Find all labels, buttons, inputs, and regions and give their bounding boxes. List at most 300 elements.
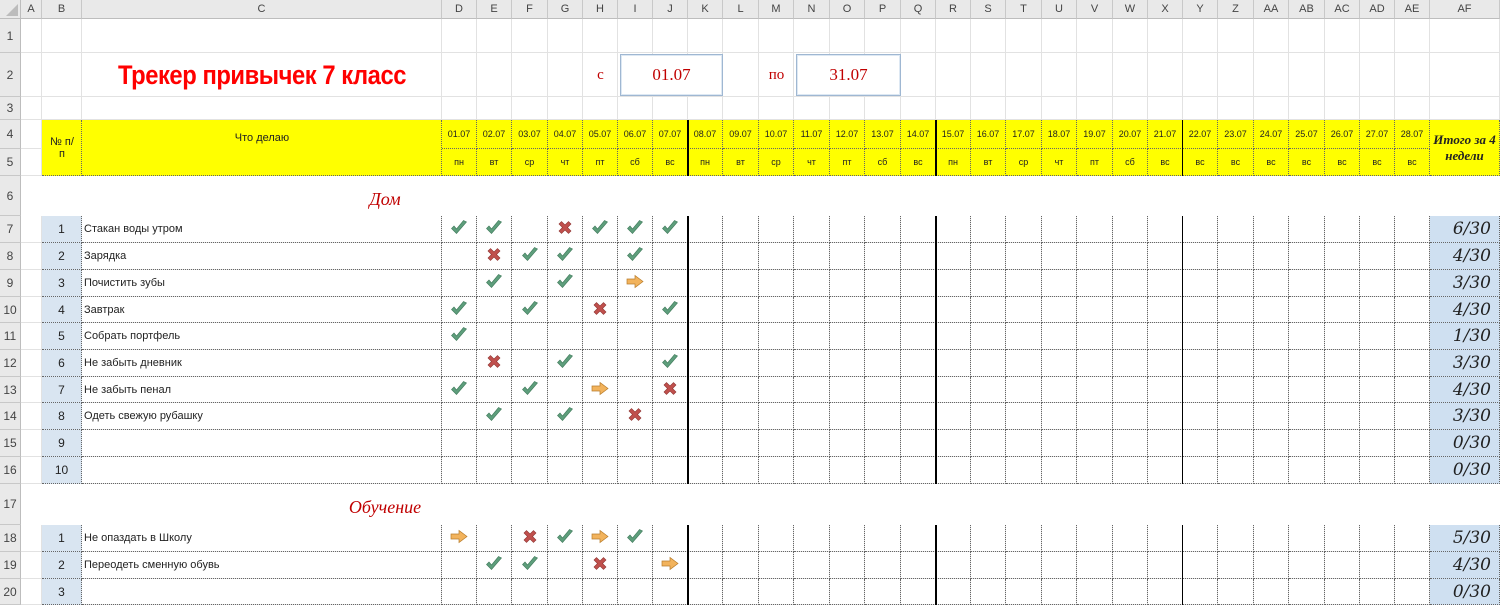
day-cell[interactable]	[723, 525, 759, 552]
column-header[interactable]: AB	[1289, 0, 1325, 19]
day-cell[interactable]	[1360, 403, 1395, 430]
day-cell[interactable]	[442, 403, 477, 430]
day-cell[interactable]	[1113, 525, 1148, 552]
column-header[interactable]: X	[1148, 0, 1183, 19]
day-cell[interactable]	[1325, 403, 1360, 430]
day-cell[interactable]	[1254, 350, 1289, 377]
column-header[interactable]: P	[865, 0, 901, 19]
day-cell[interactable]	[1077, 350, 1113, 377]
day-cell[interactable]	[1395, 525, 1430, 552]
day-cell[interactable]	[830, 457, 865, 484]
day-cell[interactable]	[865, 552, 901, 579]
day-cell[interactable]	[512, 243, 548, 270]
day-cell[interactable]	[794, 216, 830, 243]
day-cell[interactable]	[865, 377, 901, 403]
grid-cell[interactable]	[21, 53, 42, 97]
day-cell[interactable]	[442, 552, 477, 579]
day-cell[interactable]	[548, 403, 583, 430]
grid-cell[interactable]	[971, 97, 1006, 120]
column-header[interactable]: U	[1042, 0, 1077, 19]
grid-cell[interactable]	[1218, 97, 1254, 120]
day-cell[interactable]	[1148, 323, 1183, 350]
day-cell[interactable]	[1289, 552, 1325, 579]
grid-cell[interactable]	[512, 53, 548, 97]
weekday-header[interactable]: вс	[901, 149, 936, 176]
day-cell[interactable]	[1183, 403, 1218, 430]
day-cell[interactable]	[830, 579, 865, 605]
grid-cell[interactable]	[1395, 97, 1430, 120]
day-cell[interactable]	[1289, 350, 1325, 377]
day-cell[interactable]	[1183, 579, 1218, 605]
day-cell[interactable]	[1148, 270, 1183, 297]
day-cell[interactable]	[618, 350, 653, 377]
day-cell[interactable]	[1360, 525, 1395, 552]
grid-cell[interactable]	[1360, 19, 1395, 53]
column-header[interactable]: AD	[1360, 0, 1395, 19]
day-cell[interactable]	[1077, 270, 1113, 297]
column-header[interactable]: J	[653, 0, 688, 19]
date-header[interactable]: 10.07	[759, 120, 794, 149]
day-cell[interactable]	[1183, 216, 1218, 243]
day-cell[interactable]	[688, 350, 723, 377]
day-cell[interactable]	[618, 457, 653, 484]
day-cell[interactable]	[1113, 350, 1148, 377]
grid-cell[interactable]	[512, 97, 548, 120]
day-cell[interactable]	[1113, 403, 1148, 430]
day-cell[interactable]	[794, 350, 830, 377]
row-header[interactable]: 7	[0, 216, 21, 243]
day-cell[interactable]	[618, 270, 653, 297]
row-header[interactable]: 17	[0, 484, 21, 525]
day-cell[interactable]	[1006, 552, 1042, 579]
day-cell[interactable]	[583, 552, 618, 579]
grid-cell[interactable]	[1113, 19, 1148, 53]
day-cell[interactable]	[723, 430, 759, 457]
grid-cell[interactable]	[21, 377, 42, 403]
day-cell[interactable]	[477, 270, 512, 297]
date-header[interactable]: 02.07	[477, 120, 512, 149]
grid-cell[interactable]	[936, 19, 971, 53]
grid-cell[interactable]	[21, 350, 42, 377]
day-cell[interactable]	[1077, 457, 1113, 484]
grid-cell[interactable]	[21, 19, 42, 53]
day-cell[interactable]	[971, 579, 1006, 605]
grid-cell[interactable]	[548, 53, 583, 97]
day-cell[interactable]	[1325, 525, 1360, 552]
column-header[interactable]: O	[830, 0, 865, 19]
day-cell[interactable]	[548, 270, 583, 297]
task-number[interactable]: 6	[42, 350, 82, 377]
day-cell[interactable]	[688, 552, 723, 579]
grid-cell[interactable]	[42, 53, 82, 97]
day-cell[interactable]	[830, 552, 865, 579]
day-cell[interactable]	[512, 297, 548, 323]
grid-cell[interactable]	[548, 97, 583, 120]
day-cell[interactable]	[1395, 243, 1430, 270]
day-cell[interactable]	[901, 350, 936, 377]
grid-cell[interactable]	[21, 430, 42, 457]
column-header[interactable]: C	[82, 0, 442, 19]
day-cell[interactable]	[477, 243, 512, 270]
day-cell[interactable]	[971, 430, 1006, 457]
day-cell[interactable]	[759, 430, 794, 457]
day-cell[interactable]	[548, 297, 583, 323]
day-cell[interactable]	[653, 243, 688, 270]
day-cell[interactable]	[830, 270, 865, 297]
grid-cell[interactable]	[794, 97, 830, 120]
weekday-header[interactable]: сб	[1113, 149, 1148, 176]
day-cell[interactable]	[901, 377, 936, 403]
row-header[interactable]: 10	[0, 297, 21, 323]
grid-cell[interactable]	[1289, 97, 1325, 120]
day-cell[interactable]	[936, 525, 971, 552]
column-header[interactable]: S	[971, 0, 1006, 19]
grid-cell[interactable]	[901, 53, 936, 97]
day-cell[interactable]	[512, 579, 548, 605]
grid-cell[interactable]	[477, 97, 512, 120]
day-cell[interactable]	[759, 323, 794, 350]
day-cell[interactable]	[1325, 457, 1360, 484]
day-cell[interactable]	[1148, 552, 1183, 579]
grid-cell[interactable]	[1395, 19, 1430, 53]
day-cell[interactable]	[512, 216, 548, 243]
day-cell[interactable]	[865, 216, 901, 243]
grid-cell[interactable]	[1113, 97, 1148, 120]
task-name[interactable]: Завтрак	[82, 297, 442, 323]
grid-cell[interactable]	[1325, 19, 1360, 53]
grid-cell[interactable]	[1148, 53, 1183, 97]
day-cell[interactable]	[1042, 430, 1077, 457]
day-cell[interactable]	[688, 377, 723, 403]
day-cell[interactable]	[1254, 243, 1289, 270]
day-cell[interactable]	[723, 243, 759, 270]
day-cell[interactable]	[653, 270, 688, 297]
day-cell[interactable]	[618, 525, 653, 552]
task-name[interactable]	[82, 579, 442, 605]
task-total[interactable]: 4/30	[1430, 377, 1500, 403]
day-cell[interactable]	[1218, 377, 1254, 403]
day-cell[interactable]	[1289, 430, 1325, 457]
grid-cell[interactable]	[21, 525, 42, 552]
day-cell[interactable]	[936, 270, 971, 297]
day-cell[interactable]	[618, 430, 653, 457]
day-cell[interactable]	[830, 297, 865, 323]
day-cell[interactable]	[936, 243, 971, 270]
weekday-header[interactable]: вт	[477, 149, 512, 176]
column-header[interactable]: E	[477, 0, 512, 19]
grid-cell[interactable]	[477, 53, 512, 97]
day-cell[interactable]	[548, 377, 583, 403]
grid-cell[interactable]	[1325, 53, 1360, 97]
day-cell[interactable]	[1042, 323, 1077, 350]
day-cell[interactable]	[1325, 243, 1360, 270]
task-name[interactable]: Почистить зубы	[82, 270, 442, 297]
grid-cell[interactable]	[1006, 97, 1042, 120]
day-cell[interactable]	[794, 430, 830, 457]
day-cell[interactable]	[1218, 216, 1254, 243]
weekday-header[interactable]: пт	[1077, 149, 1113, 176]
day-cell[interactable]	[1360, 350, 1395, 377]
day-cell[interactable]	[971, 323, 1006, 350]
row-header[interactable]: 2	[0, 53, 21, 97]
grid-cell[interactable]	[1183, 97, 1218, 120]
day-cell[interactable]	[901, 243, 936, 270]
day-cell[interactable]	[442, 216, 477, 243]
day-cell[interactable]	[794, 377, 830, 403]
day-cell[interactable]	[1289, 579, 1325, 605]
task-total[interactable]: 0/30	[1430, 579, 1500, 605]
column-header[interactable]: W	[1113, 0, 1148, 19]
task-total[interactable]: 3/30	[1430, 350, 1500, 377]
day-cell[interactable]	[1042, 270, 1077, 297]
day-cell[interactable]	[688, 243, 723, 270]
column-header[interactable]: V	[1077, 0, 1113, 19]
day-cell[interactable]	[759, 216, 794, 243]
row-header[interactable]: 15	[0, 430, 21, 457]
row-header[interactable]: 12	[0, 350, 21, 377]
day-cell[interactable]	[830, 243, 865, 270]
task-name[interactable]: Зарядка	[82, 243, 442, 270]
day-cell[interactable]	[936, 552, 971, 579]
task-name[interactable]: Собрать портфель	[82, 323, 442, 350]
weekday-header[interactable]: вс	[1395, 149, 1430, 176]
date-header[interactable]: 24.07	[1254, 120, 1289, 149]
grid-cell[interactable]	[442, 53, 477, 97]
day-cell[interactable]	[1006, 297, 1042, 323]
day-cell[interactable]	[477, 403, 512, 430]
grid-cell[interactable]	[583, 19, 618, 53]
task-total[interactable]: 3/30	[1430, 270, 1500, 297]
day-cell[interactable]	[442, 323, 477, 350]
column-header[interactable]: Z	[1218, 0, 1254, 19]
day-cell[interactable]	[442, 457, 477, 484]
day-cell[interactable]	[477, 457, 512, 484]
day-cell[interactable]	[1006, 430, 1042, 457]
day-cell[interactable]	[971, 243, 1006, 270]
day-cell[interactable]	[723, 579, 759, 605]
day-cell[interactable]	[1042, 377, 1077, 403]
day-cell[interactable]	[759, 525, 794, 552]
day-cell[interactable]	[1077, 216, 1113, 243]
grid-cell[interactable]	[1254, 53, 1289, 97]
grid-cell[interactable]	[653, 19, 688, 53]
day-cell[interactable]	[1218, 430, 1254, 457]
day-cell[interactable]	[1254, 323, 1289, 350]
task-name[interactable]: Не забыть дневник	[82, 350, 442, 377]
column-header[interactable]: Y	[1183, 0, 1218, 19]
column-header[interactable]: AC	[1325, 0, 1360, 19]
day-cell[interactable]	[1113, 377, 1148, 403]
column-header[interactable]: AF	[1430, 0, 1500, 19]
date-header[interactable]: 20.07	[1113, 120, 1148, 149]
day-cell[interactable]	[583, 403, 618, 430]
task-total[interactable]: 4/30	[1430, 552, 1500, 579]
day-cell[interactable]	[1006, 323, 1042, 350]
day-cell[interactable]	[442, 297, 477, 323]
day-cell[interactable]	[1325, 270, 1360, 297]
date-header[interactable]: 06.07	[618, 120, 653, 149]
date-header[interactable]: 17.07	[1006, 120, 1042, 149]
date-header[interactable]: 09.07	[723, 120, 759, 149]
day-cell[interactable]	[865, 243, 901, 270]
column-header[interactable]: M	[759, 0, 794, 19]
day-cell[interactable]	[442, 243, 477, 270]
task-name[interactable]: Не забыть пенал	[82, 377, 442, 403]
day-cell[interactable]	[1113, 579, 1148, 605]
day-cell[interactable]	[442, 377, 477, 403]
weekday-header[interactable]: пн	[442, 149, 477, 176]
day-cell[interactable]	[971, 457, 1006, 484]
day-cell[interactable]	[618, 403, 653, 430]
task-number[interactable]: 1	[42, 216, 82, 243]
day-cell[interactable]	[1148, 457, 1183, 484]
day-cell[interactable]	[1218, 350, 1254, 377]
grid-cell[interactable]	[830, 97, 865, 120]
grid-cell[interactable]	[1077, 53, 1113, 97]
grid-cell[interactable]	[1289, 53, 1325, 97]
column-header[interactable]: N	[794, 0, 830, 19]
day-cell[interactable]	[1289, 525, 1325, 552]
day-cell[interactable]	[1113, 297, 1148, 323]
grid-cell[interactable]	[82, 97, 442, 120]
day-cell[interactable]	[1218, 323, 1254, 350]
day-cell[interactable]	[971, 552, 1006, 579]
day-cell[interactable]	[830, 403, 865, 430]
day-cell[interactable]	[583, 216, 618, 243]
column-header[interactable]: G	[548, 0, 583, 19]
day-cell[interactable]	[1077, 403, 1113, 430]
date-header[interactable]: 22.07	[1183, 120, 1218, 149]
day-cell[interactable]	[1148, 430, 1183, 457]
date-header[interactable]: 16.07	[971, 120, 1006, 149]
day-cell[interactable]	[442, 525, 477, 552]
day-cell[interactable]	[1077, 552, 1113, 579]
grid-cell[interactable]	[1254, 97, 1289, 120]
task-number[interactable]: 10	[42, 457, 82, 484]
day-cell[interactable]	[1395, 403, 1430, 430]
day-cell[interactable]	[1218, 297, 1254, 323]
row-header[interactable]: 6	[0, 176, 21, 216]
day-cell[interactable]	[618, 552, 653, 579]
day-cell[interactable]	[723, 297, 759, 323]
day-cell[interactable]	[1289, 297, 1325, 323]
column-header[interactable]: D	[442, 0, 477, 19]
day-cell[interactable]	[1254, 216, 1289, 243]
day-cell[interactable]	[477, 350, 512, 377]
grid-cell[interactable]	[21, 216, 42, 243]
day-cell[interactable]	[618, 297, 653, 323]
column-header[interactable]: A	[21, 0, 42, 19]
date-header[interactable]: 13.07	[865, 120, 901, 149]
column-header[interactable]: Q	[901, 0, 936, 19]
day-cell[interactable]	[1042, 297, 1077, 323]
grid-cell[interactable]	[1360, 97, 1395, 120]
day-cell[interactable]	[688, 297, 723, 323]
grid-cell[interactable]	[21, 270, 42, 297]
day-cell[interactable]	[901, 579, 936, 605]
day-cell[interactable]	[1360, 430, 1395, 457]
day-cell[interactable]	[971, 525, 1006, 552]
day-cell[interactable]	[1148, 403, 1183, 430]
day-cell[interactable]	[688, 579, 723, 605]
day-cell[interactable]	[1395, 552, 1430, 579]
day-cell[interactable]	[971, 403, 1006, 430]
day-cell[interactable]	[1042, 243, 1077, 270]
grid-cell[interactable]	[971, 53, 1006, 97]
day-cell[interactable]	[1254, 403, 1289, 430]
weekday-header[interactable]: вс	[653, 149, 688, 176]
day-cell[interactable]	[653, 377, 688, 403]
day-cell[interactable]	[901, 552, 936, 579]
day-cell[interactable]	[901, 297, 936, 323]
day-cell[interactable]	[865, 297, 901, 323]
weekday-header[interactable]: вт	[723, 149, 759, 176]
day-cell[interactable]	[1325, 430, 1360, 457]
day-cell[interactable]	[653, 297, 688, 323]
day-cell[interactable]	[1077, 377, 1113, 403]
day-cell[interactable]	[512, 377, 548, 403]
day-cell[interactable]	[512, 457, 548, 484]
grid-cell[interactable]	[477, 19, 512, 53]
weekday-header[interactable]: сб	[618, 149, 653, 176]
grid-cell[interactable]	[82, 19, 442, 53]
day-cell[interactable]	[688, 457, 723, 484]
task-total[interactable]: 0/30	[1430, 430, 1500, 457]
row-header[interactable]: 3	[0, 97, 21, 120]
day-cell[interactable]	[477, 297, 512, 323]
column-header[interactable]: K	[688, 0, 723, 19]
row-header[interactable]: 20	[0, 579, 21, 605]
day-cell[interactable]	[971, 270, 1006, 297]
date-header[interactable]: 14.07	[901, 120, 936, 149]
weekday-header[interactable]: чт	[794, 149, 830, 176]
weekday-header[interactable]: вс	[1325, 149, 1360, 176]
day-cell[interactable]	[1395, 430, 1430, 457]
day-cell[interactable]	[653, 323, 688, 350]
task-number[interactable]: 5	[42, 323, 82, 350]
day-cell[interactable]	[865, 403, 901, 430]
date-header[interactable]: 08.07	[688, 120, 723, 149]
day-cell[interactable]	[794, 552, 830, 579]
row-header[interactable]: 14	[0, 403, 21, 430]
day-cell[interactable]	[1325, 297, 1360, 323]
task-number[interactable]: 7	[42, 377, 82, 403]
day-cell[interactable]	[653, 403, 688, 430]
date-header[interactable]: 11.07	[794, 120, 830, 149]
grid-cell[interactable]	[21, 97, 42, 120]
day-cell[interactable]	[759, 350, 794, 377]
grid-cell[interactable]	[723, 97, 759, 120]
day-cell[interactable]	[1395, 377, 1430, 403]
weekday-header[interactable]: вс	[1360, 149, 1395, 176]
grid-cell[interactable]	[723, 19, 759, 53]
day-cell[interactable]	[971, 297, 1006, 323]
day-cell[interactable]	[794, 297, 830, 323]
day-cell[interactable]	[1360, 579, 1395, 605]
day-cell[interactable]	[723, 377, 759, 403]
grid-cell[interactable]	[971, 19, 1006, 53]
task-number[interactable]: 9	[42, 430, 82, 457]
day-cell[interactable]	[618, 216, 653, 243]
day-cell[interactable]	[1360, 243, 1395, 270]
task-number[interactable]: 3	[42, 579, 82, 605]
day-cell[interactable]	[1183, 350, 1218, 377]
day-cell[interactable]	[1077, 525, 1113, 552]
date-header[interactable]: 12.07	[830, 120, 865, 149]
weekday-header[interactable]: вс	[1148, 149, 1183, 176]
day-cell[interactable]	[794, 457, 830, 484]
day-cell[interactable]	[865, 323, 901, 350]
